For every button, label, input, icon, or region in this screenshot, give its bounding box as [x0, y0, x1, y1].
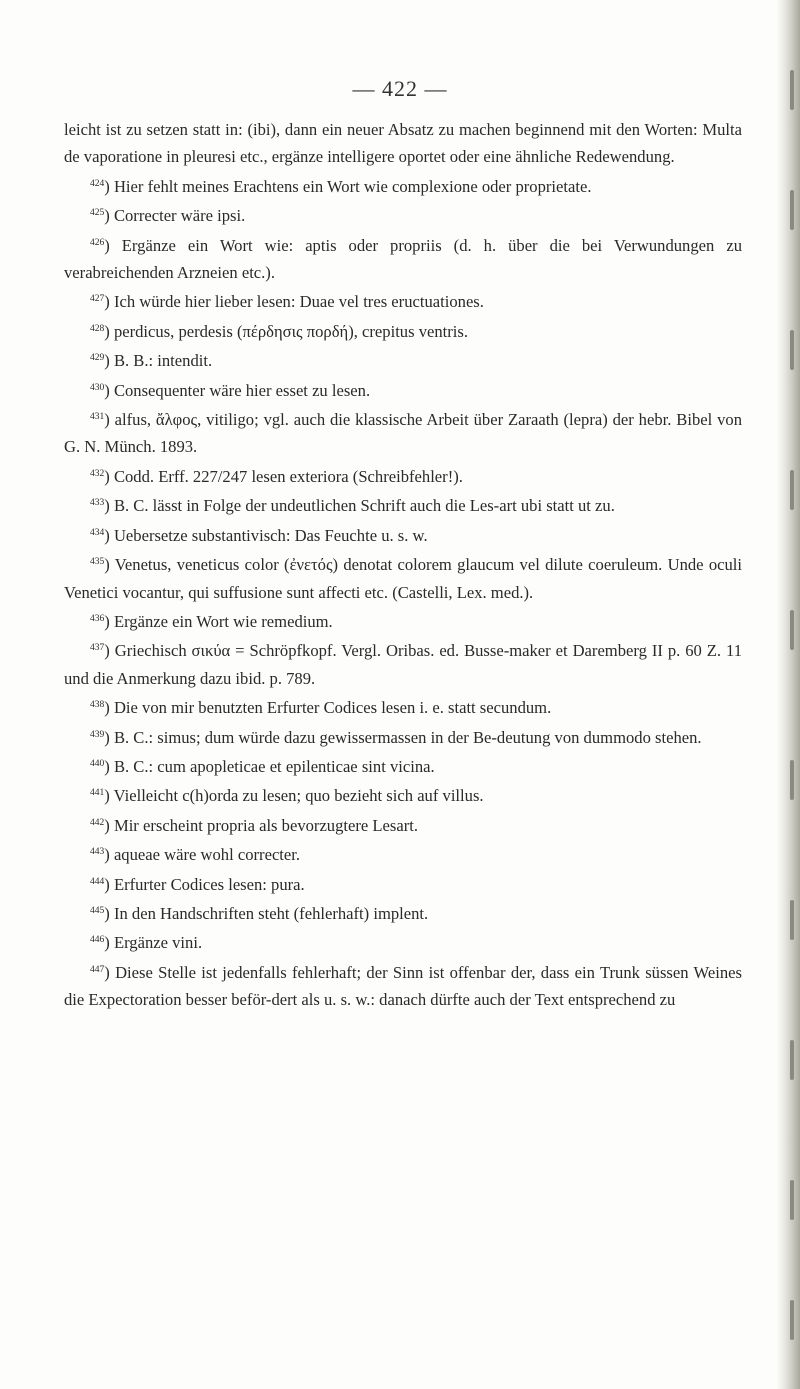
footnote-text: Codd. Erff. 227/247 lesen exteriora (Schreibfehler!). [113, 466, 463, 486]
footnote-440: $^{440}$) B. C.: cum apopleticae et epilenticae sint vicina. [90, 756, 435, 776]
footnote-426: $^{426}$) Ergänze ein Wort wie: aptis oder propriis (d. h. über die bei Verwundungen zu verabreichenden Arzneien etc.). [64, 235, 742, 283]
footnote-number: 425 [90, 208, 105, 219]
footnote-number: 434 [90, 527, 105, 538]
footnote-text: Consequenter wäre hier esset zu lesen. [113, 380, 371, 400]
binding-mark [790, 1300, 794, 1340]
footnote-430: $^{430}$) Consequenter wäre hier esset zu lesen. [90, 380, 371, 400]
footnote-number: 431 [90, 412, 105, 423]
binding-mark [790, 760, 794, 800]
footnote-447: $^{447}$) Diese Stelle ist jedenfalls fehlerhaft; der Sinn ist offenbar der, dass ein Trunk süssen Weines die Expectoration besser beför-dert als u. s. w.: danach dürfte auch der Text entsprechend zu [64, 962, 742, 1010]
footnote-number: 435 [90, 557, 105, 568]
footnote-442: $^{442}$) Mir erscheint propria als bevorzugtere Lesart. [90, 815, 419, 835]
footnote-443: $^{443}$) aqueae wäre wohl correcter. [90, 845, 301, 865]
footnote-text: B. C. lässt in Folge der undeutlichen Schrift auch die Les-art ubi statt ut zu. [113, 496, 615, 516]
binding-mark [790, 900, 794, 940]
footnote-number: 438 [90, 700, 105, 711]
footnote-428: $^{428}$) perdicus, perdesis (πέρδησις πορδή), crepitus ventris. [90, 321, 469, 341]
footnote-number: 437 [90, 643, 105, 654]
footnote-text: Correcter wäre ipsi. [113, 206, 246, 226]
binding-mark [790, 70, 794, 110]
binding-mark [790, 1180, 794, 1220]
footnotes-text [64, 116, 742, 1014]
intro-paragraph: leicht ist zu setzen statt in: (ibi), dann ein neuer Absatz zu machen beginnend mit den Worten: Multa de vaporatione in pleuresi etc., ergänze intelligere oportet oder eine ähnliche Redewendung. [64, 120, 742, 167]
page-binding-shadow [776, 0, 800, 1389]
footnote-number: 447 [90, 964, 105, 975]
footnote-number: 444 [90, 876, 105, 887]
footnote-text: Griechisch σικύα = Schröpfkopf. Vergl. Oribas. ed. Busse-maker et Daremberg II p. 60 Z. 11 und die Anmerkung dazu ibid. p. 789. [64, 641, 742, 688]
footnote-number: 442 [90, 817, 105, 828]
binding-mark [790, 610, 794, 650]
footnote-444: $^{444}$) Erfurter Codices lesen: pura. [90, 874, 305, 894]
footnote-number: 445 [90, 905, 105, 916]
footnote-text: aqueae wäre wohl correcter. [113, 845, 301, 865]
footnote-number: 430 [90, 382, 105, 393]
footnote-441: $^{441}$) Vielleicht c(h)orda zu lesen; quo bezieht sich auf villus. [90, 786, 484, 806]
notes-list [64, 171, 742, 1014]
binding-mark [790, 330, 794, 370]
footnote-text: B. C.: simus; dum würde dazu gewissermassen in der Be-deutung von dummodo stehen. [113, 727, 702, 747]
footnote-number: 439 [90, 729, 105, 740]
binding-mark [790, 470, 794, 510]
footnote-text: Venetus, veneticus color (ἐνετός) denotat colorem glaucum vel dilute coeruleum. Unde oculi Venetici vocantur, qui suffusione sunt affecti etc. (Castelli, Lex. med.). [64, 555, 743, 602]
footnote-text: Hier fehlt meines Erachtens ein Wort wie complexione oder proprietate. [113, 176, 592, 196]
footnote-number: 424 [90, 178, 105, 189]
footnote-number: 428 [90, 323, 105, 334]
footnote-number: 446 [90, 935, 105, 946]
footnote-text: Ergänze vini. [113, 933, 203, 953]
footnote-text: Ich würde hier lieber lesen: Duae vel tres eructuationes. [113, 292, 484, 312]
footnote-text: Ergänze ein Wort wie remedium. [113, 611, 333, 631]
footnote-431: $^{431}$) alfus, ἄλφος, vitiligo; vgl. auch die klassische Arbeit über Zaraath (lepra) der hebr. Bibel von G. N. Münch. 1893. [64, 410, 742, 457]
page-number: — 422 — [352, 76, 448, 101]
footnote-433: $^{433}$) B. C. lässt in Folge der undeutlichen Schrift auch die Les-art ubi statt ut zu. [90, 496, 615, 516]
footnote-438: $^{438}$) Die von mir benutzten Erfurter Codices lesen i. e. statt secundum. [90, 698, 552, 718]
binding-mark [790, 190, 794, 230]
footnote-number: 443 [90, 847, 105, 858]
footnote-text: Erfurter Codices lesen: pura. [113, 874, 305, 894]
footnote-435: $^{435}$) Venetus, veneticus color (ἐνετός) denotat colorem glaucum vel dilute coeruleum. Unde oculi Venetici vocantur, qui suffusione sunt affecti etc. (Castelli, Lex. med.). [64, 555, 743, 602]
footnote-number: 441 [90, 788, 105, 799]
footnote-number: 426 [90, 237, 105, 248]
footnote-text: B. B.: intendit. [113, 351, 213, 371]
footnote-437: $^{437}$) Griechisch σικύα = Schröpfkopf. Vergl. Oribas. ed. Busse-maker et Daremberg II p. 60 Z. 11 und die Anmerkung dazu ibid. p. 789. [64, 641, 742, 688]
footnote-number: 436 [90, 613, 105, 624]
footnote-number: 429 [90, 353, 105, 364]
footnote-446: $^{446}$) Ergänze vini. [90, 933, 203, 953]
footnote-text: perdicus, perdesis (πέρδησις πορδή), crepitus ventris. [113, 321, 469, 341]
footnote-text: B. C.: cum apopleticae et epilenticae sint vicina. [113, 756, 435, 776]
footnote-425: $^{425}$) Correcter wäre ipsi. [90, 206, 246, 226]
footnote-text: alfus, ἄλφος, vitiligo; vgl. auch die klassische Arbeit über Zaraath (lepra) der hebr. Bibel von G. N. Münch. 1893. [64, 410, 742, 457]
footnote-text: Diese Stelle ist jedenfalls fehlerhaft; der Sinn ist offenbar der, dass ein Trunk süssen Weines die Expectoration besser beför-dert als u. s. w.: danach dürfte auch der Text entsprechend zu [64, 962, 742, 1010]
footnote-number: 440 [90, 758, 105, 769]
footnote-text: Vielleicht c(h)orda zu lesen; quo bezieht sich auf villus. [113, 786, 484, 806]
footnote-text: Die von mir benutzten Erfurter Codices lesen i. e. statt secundum. [113, 698, 552, 718]
footnote-number: 427 [90, 294, 105, 305]
footnote-number: 433 [90, 498, 105, 509]
footnote-429: $^{429}$) B. B.: intendit. [90, 351, 213, 371]
footnote-434: $^{434}$) Uebersetze substantivisch: Das Feuchte u. s. w. [90, 525, 428, 545]
footnote-436: $^{436}$) Ergänze ein Wort wie remedium. [90, 611, 333, 631]
footnote-445: $^{445}$) In den Handschriften steht (fehlerhaft) implent. [90, 903, 429, 923]
footnote-text: Mir erscheint propria als bevorzugtere Lesart. [113, 815, 419, 835]
footnote-text: Ergänze ein Wort wie: aptis oder propriis (d. h. über die bei Verwundungen zu verabreichenden Arzneien etc.). [64, 235, 742, 283]
footnote-439: $^{439}$) B. C.: simus; dum würde dazu gewissermassen in der Be-deutung von dummodo stehen. [90, 727, 702, 747]
footnote-427: $^{427}$) Ich würde hier lieber lesen: Duae vel tres eructuationes. [90, 292, 484, 312]
footnote-text: In den Handschriften steht (fehlerhaft) implent. [113, 903, 429, 923]
footnote-432: $^{432}$) Codd. Erff. 227/247 lesen exteriora (Schreibfehler!). [90, 466, 463, 486]
footnote-424: $^{424}$) Hier fehlt meines Erachtens ein Wort wie complexione oder proprietate. [90, 176, 592, 196]
binding-mark [790, 1040, 794, 1080]
footnote-text: Uebersetze substantivisch: Das Feuchte u. s. w. [113, 525, 428, 545]
footnote-number: 432 [90, 468, 105, 479]
